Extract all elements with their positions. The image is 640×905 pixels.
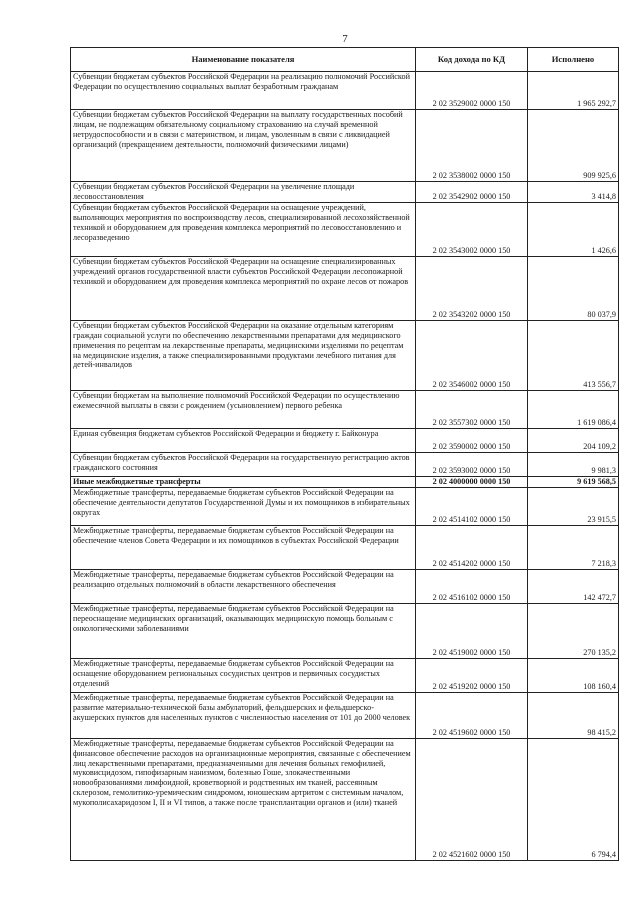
- table-row: [71, 203, 619, 257]
- row-name: Межбюджетные трансферты, передаваемые бюджетам субъектов Российской Федерации на переоснащение медицинских организаций, оказывающих медицинскую помощь больным с онкологическими заболеваниями: [71, 603, 416, 658]
- row-code: 2 02 3590002 0000 150: [416, 429, 528, 453]
- row-name: Субвенции бюджетам субъектов Российской Федерации на оказание отдельным категориям граждан социальной услуги по обеспечению лекарственными препаратами для медицинского применения по рецептам на лекарственные препараты, медицинскими изделиями по рецептам на медицинские изделия, а также специализированными продуктами лечебного питания для детей-инвалидов: [71, 321, 416, 391]
- row-name: Субвенции бюджетам субъектов Российской Федерации на оснащение учреждений, выполняющих мероприятия по воспроизводству лесов, специализированной лесохозяйственной техникой и оборудованием для проведения комплекса мероприятий по лесовосстановлению и лесоразведению: [71, 203, 416, 257]
- table-row: [71, 603, 619, 658]
- table-row: [71, 477, 619, 488]
- row-code: 2 02 4521602 0000 150: [416, 738, 528, 860]
- row-amount: 80 037,9: [528, 257, 619, 321]
- table-row: [71, 72, 619, 110]
- table-row: [71, 738, 619, 860]
- row-code: 2 02 4516102 0000 150: [416, 569, 528, 603]
- row-code: 2 02 3538002 0000 150: [416, 110, 528, 182]
- row-amount: 1 965 292,7: [528, 72, 619, 110]
- table-row: [71, 110, 619, 182]
- row-name: Межбюджетные трансферты, передаваемые бюджетам субъектов Российской Федерации на финансовое обеспечение расходов на организационные мероприятия, связанные с обеспечением лиц лекарственными препаратами, предназначенными для лечения больных гемофилией, муковисцидозом, гипофизарным нанизмом, болезнью Гоше, злокачественными новообразованиями лимфоидной, кроветворной и родственных им тканей, рассеянным склерозом, гемолитико-уремическим синдромом, юношеским артритом с системным началом, мукополисахаридозом I, II и VI типов, а также после трансплантации органов и (или) тканей: [71, 738, 416, 860]
- row-code: 2 02 3593002 0000 150: [416, 453, 528, 477]
- table-row: [71, 391, 619, 429]
- row-code: 2 02 4519002 0000 150: [416, 603, 528, 658]
- table-row: [71, 453, 619, 477]
- row-code: 2 02 4514102 0000 150: [416, 487, 528, 525]
- row-name: Субвенции бюджетам субъектов Российской Федерации на реализацию полномочий Российской Федерации по осуществлению социальных выплат безработным гражданам: [71, 72, 416, 110]
- row-amount: 1 619 086,4: [528, 391, 619, 429]
- table-row: [71, 321, 619, 391]
- table-row: [71, 429, 619, 453]
- row-amount: 3 414,8: [528, 182, 619, 203]
- row-name: Межбюджетные трансферты, передаваемые бюджетам субъектов Российской Федерации на оснащение оборудованием региональных сосудистых центров и первичных сосудистых отделений: [71, 658, 416, 692]
- row-amount: 98 415,2: [528, 692, 619, 738]
- row-name: Субвенции бюджетам субъектов Российской Федерации на государственную регистрацию актов гражданского состояния: [71, 453, 416, 477]
- row-code: 2 02 3543202 0000 150: [416, 257, 528, 321]
- row-amount: 23 915,5: [528, 487, 619, 525]
- table-row: [71, 692, 619, 738]
- row-amount: 909 925,6: [528, 110, 619, 182]
- row-amount: 108 160,4: [528, 658, 619, 692]
- table-row: [71, 182, 619, 203]
- row-name: Единая субвенция бюджетам субъектов Российской Федерации и бюджету г. Байконура: [71, 429, 416, 453]
- row-name: Межбюджетные трансферты, передаваемые бюджетам субъектов Российской Федерации на обеспечение деятельности депутатов Государственной Думы и их помощников в избирательных округах: [71, 487, 416, 525]
- row-code: 2 02 3557302 0000 150: [416, 391, 528, 429]
- row-name: Межбюджетные трансферты, передаваемые бюджетам субъектов Российской Федерации на обеспечение членов Совета Федерации и их помощников в субъектах Российской Федерации: [71, 525, 416, 569]
- row-amount: 270 135,2: [528, 603, 619, 658]
- row-amount: 7 218,3: [528, 525, 619, 569]
- table-row: [71, 658, 619, 692]
- page-number: 7: [342, 33, 348, 45]
- row-amount: 1 426,6: [528, 203, 619, 257]
- row-code: 2 02 3542902 0000 150: [416, 182, 528, 203]
- table-row: [71, 525, 619, 569]
- row-amount: 6 794,4: [528, 738, 619, 860]
- table-row: [71, 257, 619, 321]
- row-name: Субвенции бюджетам субъектов Российской Федерации на оснащение специализированных учреждений органов государственной власти субъектов Российской Федерации лесопожарной техникой и оборудованием для проведения комплекса мероприятий по охране лесов от пожаров: [71, 257, 416, 321]
- row-name: Межбюджетные трансферты, передаваемые бюджетам субъектов Российской Федерации на реализацию отдельных полномочий в области лекарственного обеспечения: [71, 569, 416, 603]
- row-name: Межбюджетные трансферты, передаваемые бюджетам субъектов Российской Федерации на развитие материально-технической базы амбулаторий, фельдшерских и фельдшерско-акушерских пунктов для населенных пунктов с численностью населения от 101 до 2000 человек: [71, 692, 416, 738]
- header-code: Код дохода по КД: [416, 48, 528, 72]
- row-code: 2 02 3529002 0000 150: [416, 72, 528, 110]
- row-code: 2 02 3546002 0000 150: [416, 321, 528, 391]
- row-name: Субвенции бюджетам на выполнение полномочий Российской Федерации по осуществлению ежемесячной выплаты в связи с рождением (усыновлением) первого ребенка: [71, 391, 416, 429]
- row-amount: 9 619 568,5: [528, 477, 619, 488]
- row-amount: 413 556,7: [528, 321, 619, 391]
- row-code: 2 02 4519202 0000 150: [416, 658, 528, 692]
- row-code: 2 02 4000000 0000 150: [416, 477, 528, 488]
- row-amount: 142 472,7: [528, 569, 619, 603]
- table-header-row: [71, 48, 619, 72]
- row-amount: 9 981,3: [528, 453, 619, 477]
- table-row: [71, 487, 619, 525]
- header-amount: Исполнено: [528, 48, 619, 72]
- row-amount: 204 109,2: [528, 429, 619, 453]
- row-code: 2 02 4519602 0000 150: [416, 692, 528, 738]
- budget-table: [70, 47, 619, 861]
- row-code: 2 02 3543002 0000 150: [416, 203, 528, 257]
- table-body: [71, 72, 619, 861]
- row-name: Субвенции бюджетам субъектов Российской Федерации на увеличение площади лесовосстановления: [71, 182, 416, 203]
- row-code: 2 02 4514202 0000 150: [416, 525, 528, 569]
- table-row: [71, 569, 619, 603]
- row-name: Субвенции бюджетам субъектов Российской Федерации на выплату государственных пособий лицам, не подлежащим обязательному социальному страхованию на случай временной нетрудоспособности и в связи с материнством, и лицам, уволенным в связи с ликвидацией организаций (прекращением деятельности, полномочий физическими лицами): [71, 110, 416, 182]
- row-name: Иные межбюджетные трансферты: [71, 477, 416, 488]
- header-name: Наименование показателя: [71, 48, 416, 72]
